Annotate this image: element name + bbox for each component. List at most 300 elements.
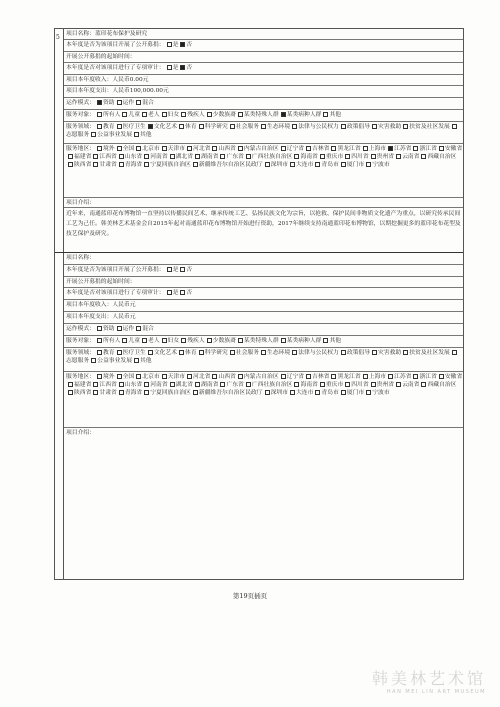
p2-target-label-3: 妇女 [167, 338, 180, 344]
p2-region-checkbox-22[interactable] [294, 382, 299, 387]
p1-region-checkbox-9[interactable] [331, 146, 336, 151]
p1-region-label-21: 广西壮族自治区 [251, 154, 293, 160]
p2-region-checkbox-1[interactable] [117, 374, 122, 379]
p2-region-label-0: 境外 [103, 374, 115, 380]
p2-target-checkbox-8[interactable] [323, 338, 328, 343]
p1-region-checkbox-27[interactable] [421, 154, 426, 159]
p2-region-label-23: 重庆市 [325, 382, 344, 388]
p2-region-checkbox-7[interactable] [281, 374, 286, 379]
p1-region-label-13: 安徽省 [444, 146, 463, 152]
p2-target-label-1: 儿童 [128, 338, 141, 344]
p2-region-label-13: 安徽省 [444, 374, 463, 380]
p2-region-checkbox-12[interactable] [413, 374, 418, 379]
p2-field-checkbox-2[interactable] [148, 350, 153, 355]
p2-mode-checkbox-1[interactable] [117, 326, 122, 331]
p1-target-checkbox-4[interactable] [181, 112, 186, 117]
p1-target-label-3: 妇女 [167, 112, 180, 118]
p2-field-checkbox-11[interactable] [452, 350, 457, 355]
p1-field-checkbox-10[interactable] [403, 124, 408, 129]
p1-fundraising-yes-checkbox[interactable] [167, 42, 172, 47]
p2-mode-checkbox-0[interactable] [97, 326, 102, 331]
p2-audit-label: 本年度是否对该项目进行了专项审计： [66, 290, 165, 296]
p2-region-label-28: 陕西省 [74, 390, 92, 396]
p2-field-label-13: 其他 [140, 358, 152, 364]
p1-region-checkbox-31[interactable] [144, 162, 149, 167]
p1-field-checkbox-7[interactable] [292, 124, 297, 129]
p2-field-label-1: 医疗卫生 [122, 350, 146, 356]
p1-region-checkbox-10[interactable] [363, 146, 368, 151]
p2-region-checkbox-5[interactable] [212, 374, 217, 379]
p1-region-label-22: 海南省 [300, 154, 318, 160]
p1-region-label-29: 甘肃省 [99, 162, 117, 168]
p2-region-label-36: 厦门市 [346, 390, 365, 396]
p2-region-checkbox-10[interactable] [363, 374, 368, 379]
p2-audit-yes-checkbox[interactable] [167, 290, 172, 295]
p1-mode-checkbox-2[interactable] [136, 100, 141, 105]
p2-mode-options [95, 326, 154, 332]
p1-field-checkbox-2[interactable] [148, 124, 153, 129]
p2-regions-label: 服务地区： [66, 374, 95, 380]
p1-field-label-1: 医疗卫生 [122, 124, 146, 130]
p1-region-checkbox-35[interactable] [315, 162, 320, 167]
p2-region-label-17: 河南省 [150, 382, 168, 388]
p1-region-label-30: 青海省 [124, 162, 143, 168]
p1-field-checkbox-8[interactable] [341, 124, 346, 129]
p1-fundraising-label: 本年度是否为该项目开展了公开募捐： [66, 42, 165, 48]
p1-region-label-15: 江西省 [99, 154, 117, 160]
p1-region-checkbox-32[interactable] [193, 162, 198, 167]
p1-target-checkbox-1[interactable] [122, 112, 127, 117]
p2-region-label-34: 大连市 [296, 390, 314, 396]
p1-region-label-33: 深圳市 [270, 162, 288, 168]
p1-target-checkbox-2[interactable] [142, 112, 147, 117]
p1-region-label-5: 山西省 [218, 146, 236, 152]
p1-region-checkbox-37[interactable] [366, 162, 371, 167]
p2-fundraising-no-checkbox[interactable] [180, 267, 185, 272]
p1-region-label-4: 河北省 [193, 146, 211, 152]
p1-region-label-27: 西藏自治区 [427, 154, 457, 160]
p1-region-checkbox-16[interactable] [119, 154, 124, 159]
p2-region-label-31: 宁夏回族自治区 [150, 390, 191, 396]
p2-region-label-7: 辽宁省 [286, 374, 305, 380]
p1-audit-yes-label: 是 [172, 65, 179, 71]
p1-region-label-12: 浙江省 [419, 146, 437, 152]
p1-region-checkbox-25[interactable] [371, 154, 376, 159]
p2-region-checkbox-2[interactable] [136, 374, 141, 379]
p1-region-checkbox-36[interactable] [341, 162, 346, 167]
p2-expense: 项目本年度支出：人民币元 [66, 314, 136, 320]
p2-region-label-5: 山西省 [218, 374, 236, 380]
p2-target-checkbox-4[interactable] [181, 338, 186, 343]
p2-region-checkbox-6[interactable] [238, 374, 243, 379]
p1-region-checkbox-6[interactable] [238, 146, 243, 151]
p2-region-label-4: 河北省 [193, 374, 211, 380]
p2-field-checkbox-1[interactable] [117, 350, 122, 355]
p1-region-checkbox-4[interactable] [187, 146, 192, 151]
p1-region-checkbox-1[interactable] [117, 146, 122, 151]
p1-audit-no-label: 否 [186, 65, 193, 71]
p1-region-checkbox-7[interactable] [281, 146, 286, 151]
p2-region-checkbox-30[interactable] [119, 390, 124, 395]
p2-region-checkbox-8[interactable] [306, 374, 311, 379]
p1-target-label-1: 儿童 [128, 112, 141, 118]
p2-field-checkbox-4[interactable] [199, 350, 204, 355]
p2-field-label-12: 公益事业发展 [97, 358, 132, 364]
p2-mode-label-0: 资助 [103, 326, 115, 332]
p2-regions-row [64, 372, 463, 428]
p2-region-label-15: 江西省 [99, 382, 117, 388]
p2-fundraising-row [64, 265, 463, 277]
p1-region-checkbox-30[interactable] [119, 162, 124, 167]
p1-name-row [64, 29, 463, 40]
p1-intro-text: 近年来，南通蓝印花布博物馆一直坚持以传播民间艺术、继承传统工艺、弘扬民族文化为宗旨，以抢救、保护民间非物质文化遗产为重点，以研究传承民间工艺为己任。韩美林艺术基金会自2015年起对南通蓝印花布博物馆开始进行资助，2017年继续支持南通蓝印花布博物馆，以期挖掘更多的蓝印花布花型及技艺保护及研究。 [66, 211, 461, 237]
p1-startdate-label: 开展公开募捐的起始时间： [66, 54, 136, 60]
p1-field-label-10: 扶贫及社区发展 [409, 124, 450, 130]
p2-region-checkbox-16[interactable] [119, 382, 124, 387]
p1-region-label-25: 贵州省 [376, 154, 395, 160]
p2-region-label-11: 江苏省 [394, 374, 412, 380]
p1-region-label-18: 湖北省 [175, 154, 194, 160]
p1-field-label-6: 生态环境 [267, 124, 291, 130]
p2-fields-options [66, 350, 458, 364]
p2-region-checkbox-33[interactable] [265, 390, 270, 395]
p2-target-checkbox-5[interactable] [207, 338, 212, 343]
p2-region-label-32: 新疆维吾尔自治区民政厅 [198, 390, 263, 396]
p1-mode-options [95, 100, 154, 106]
p1-field-label-3: 体育 [185, 124, 197, 130]
p1-mode-label-1: 运作 [122, 100, 135, 106]
watermark-en: HAN MEI LIN ART MUSEUM [386, 689, 486, 695]
p1-regions-options [66, 146, 462, 168]
p2-target-label-6: 某类特殊人群 [243, 338, 279, 344]
p2-region-checkbox-15[interactable] [93, 382, 98, 387]
p2-region-checkbox-0[interactable] [97, 374, 102, 379]
p2-target-checkbox-6[interactable] [238, 338, 243, 343]
page-footer: 第19页插页 [232, 592, 268, 600]
p2-region-label-21: 广西壮族自治区 [251, 382, 293, 388]
p1-audit-yes-checkbox[interactable] [167, 65, 172, 70]
p1-region-checkbox-14[interactable] [68, 154, 73, 159]
p2-intro-label: 项目介绍： [66, 430, 95, 436]
p2-intro-label-row [64, 428, 463, 440]
p1-region-checkbox-34[interactable] [290, 162, 295, 167]
p1-target-checkbox-3[interactable] [162, 112, 167, 117]
p1-region-checkbox-26[interactable] [396, 154, 401, 159]
p2-region-label-14: 福建省 [74, 382, 92, 388]
p1-region-checkbox-0[interactable] [97, 146, 102, 151]
p1-fields-options [66, 124, 458, 138]
p2-region-checkbox-34[interactable] [290, 390, 295, 395]
p1-region-label-0: 境外 [103, 146, 115, 152]
p2-field-label-7: 法律与公民权力 [298, 350, 339, 356]
p2-audit-row [64, 288, 463, 300]
p2-region-label-33: 深圳市 [270, 390, 288, 396]
p1-target-checkbox-6[interactable] [238, 112, 243, 117]
p2-region-label-22: 海南省 [300, 382, 318, 388]
p2-audit-no-label: 否 [186, 290, 193, 296]
p2-targets-options [95, 338, 341, 344]
p1-region-label-7: 辽宁省 [286, 146, 305, 152]
p1-target-checkbox-5[interactable] [207, 112, 212, 117]
p2-region-label-12: 浙江省 [419, 374, 437, 380]
p1-region-checkbox-18[interactable] [170, 154, 175, 159]
p1-region-checkbox-2[interactable] [136, 146, 141, 151]
p1-fundraising-yes-label: 是 [172, 42, 179, 48]
p2-region-label-37: 宁波市 [372, 390, 390, 396]
p1-region-label-32: 新疆维吾尔自治区民政厅 [198, 162, 263, 168]
p1-region-checkbox-3[interactable] [162, 146, 167, 151]
p2-region-label-27: 西藏自治区 [427, 382, 457, 388]
p1-field-label-8: 政策倡导 [346, 124, 371, 130]
p1-region-checkbox-24[interactable] [345, 154, 350, 159]
p1-fields-label: 服务领域： [66, 124, 95, 130]
p1-mode-checkbox-0[interactable] [97, 100, 102, 105]
p1-region-label-6: 内蒙古自治区 [243, 146, 279, 152]
p1-region-checkbox-17[interactable] [144, 154, 149, 159]
p1-startdate-row [64, 52, 463, 63]
p2-target-label-4: 残疾人 [187, 338, 205, 344]
p1-income: 项目本年度收入：人民币0.00元 [66, 77, 149, 83]
p2-field-label-10: 扶贫及社区发展 [409, 350, 450, 356]
p1-region-label-37: 宁波市 [372, 162, 390, 168]
p2-fields-row [64, 348, 463, 372]
p1-target-checkbox-7[interactable] [281, 112, 286, 117]
p2-region-label-24: 四川省 [351, 382, 369, 388]
p1-target-label-5: 少数族裔 [212, 112, 236, 118]
p1-region-label-2: 北京市 [142, 146, 160, 152]
p2-mode-label-1: 运作 [122, 326, 135, 332]
p2-target-label-0: 所有人 [103, 338, 121, 344]
p2-region-checkbox-26[interactable] [396, 382, 401, 387]
p2-startdate-label: 开展公开募捐的起始时间： [66, 279, 136, 285]
p1-targets-label: 服务对象： [66, 112, 95, 118]
p2-region-checkbox-37[interactable] [366, 390, 371, 395]
p2-region-label-19: 湖南省 [201, 382, 219, 388]
p1-region-label-8: 吉林省 [312, 146, 330, 152]
p2-field-checkbox-5[interactable] [230, 350, 235, 355]
p1-region-checkbox-8[interactable] [306, 146, 311, 151]
p2-field-checkbox-12[interactable] [91, 358, 96, 363]
p2-field-label-3: 体育 [185, 350, 197, 356]
p1-region-checkbox-19[interactable] [195, 154, 200, 159]
p2-field-checkbox-7[interactable] [292, 350, 297, 355]
p2-target-checkbox-7[interactable] [281, 338, 286, 343]
p1-region-label-10: 上海市 [368, 146, 387, 152]
p2-audit-no-checkbox[interactable] [180, 290, 185, 295]
p1-name: 项目名称：蓝印花布保护及研究 [66, 31, 148, 37]
p2-field-checkbox-6[interactable] [261, 350, 266, 355]
p1-region-checkbox-33[interactable] [265, 162, 270, 167]
p1-intro-row [64, 208, 463, 252]
p2-target-checkbox-2[interactable] [142, 338, 147, 343]
p2-region-label-10: 上海市 [368, 374, 387, 380]
p1-target-label-8: 其他 [329, 112, 342, 118]
p1-audit-label: 本年度是否对该项目进行了专项审计： [66, 65, 165, 71]
p2-field-label-9: 灾害救助 [378, 350, 402, 356]
p2-mode-checkbox-2[interactable] [136, 326, 141, 331]
p2-name: 项目名称： [66, 255, 95, 261]
p2-field-checkbox-13[interactable] [134, 358, 139, 363]
watermark-cn: 韩美林艺术馆 [371, 669, 486, 688]
p2-target-checkbox-3[interactable] [162, 338, 167, 343]
p2-region-checkbox-32[interactable] [193, 390, 198, 395]
p2-target-label-8: 其他 [329, 338, 342, 344]
p2-field-label-2: 文化艺术 [153, 350, 178, 356]
p2-region-label-2: 北京市 [142, 374, 160, 380]
p1-field-checkbox-5[interactable] [230, 124, 235, 129]
p1-field-label-4: 科学研究 [204, 124, 228, 130]
p1-region-label-9: 黑龙江省 [337, 146, 361, 152]
p1-region-checkbox-20[interactable] [220, 154, 225, 159]
p1-region-checkbox-11[interactable] [388, 146, 393, 151]
p1-regions-row [64, 144, 463, 198]
p2-mode-label: 运作模式： [66, 326, 95, 332]
p1-field-label-0: 教育 [103, 124, 115, 130]
row-number-column [55, 29, 64, 579]
p1-region-checkbox-28[interactable] [68, 162, 73, 167]
p1-regions-label: 服务地区： [66, 146, 95, 152]
p1-region-label-35: 青岛市 [321, 162, 339, 168]
p1-target-checkbox-0[interactable] [97, 112, 102, 117]
p1-mode-checkbox-1[interactable] [117, 100, 122, 105]
p1-region-label-26: 云南省 [402, 154, 420, 160]
p2-target-checkbox-1[interactable] [122, 338, 127, 343]
p2-region-label-1: 全国 [122, 374, 135, 380]
p1-intro-label: 项目介绍： [66, 200, 95, 206]
p1-target-label-7: 某类病种人群 [286, 112, 322, 118]
p1-mode-label-2: 混合 [142, 100, 154, 106]
p1-region-checkbox-13[interactable] [439, 146, 444, 151]
p1-region-label-36: 厦门市 [346, 162, 365, 168]
p2-field-checkbox-3[interactable] [179, 350, 184, 355]
p2-region-checkbox-17[interactable] [144, 382, 149, 387]
p2-targets-label: 服务对象： [66, 338, 95, 344]
p2-fields-label: 服务领域： [66, 350, 95, 356]
p1-audit-no-checkbox[interactable] [180, 65, 185, 70]
p1-expense-row [64, 86, 463, 98]
p1-region-label-1: 全国 [122, 146, 135, 152]
p2-region-checkbox-27[interactable] [421, 382, 426, 387]
p1-fields-row [64, 122, 463, 144]
p1-region-label-19: 湖南省 [201, 154, 219, 160]
p1-field-label-12: 公益事业发展 [97, 132, 132, 138]
p1-region-label-23: 重庆市 [325, 154, 344, 160]
p2-fundraising-label: 本年度是否为该项目开展了公开募捐： [66, 267, 165, 273]
p2-field-label-8: 政策倡导 [346, 350, 371, 356]
p2-field-label-0: 教育 [103, 350, 115, 356]
p1-income-row [64, 75, 463, 86]
p2-regions-options [66, 374, 462, 396]
p1-region-checkbox-21[interactable] [246, 154, 251, 159]
p1-region-checkbox-12[interactable] [413, 146, 418, 151]
p2-region-label-18: 湖北省 [175, 382, 194, 388]
p1-target-checkbox-8[interactable] [323, 112, 328, 117]
p1-field-label-9: 灾害救助 [378, 124, 402, 130]
p2-region-checkbox-21[interactable] [246, 382, 251, 387]
p2-region-checkbox-23[interactable] [320, 382, 325, 387]
p2-region-checkbox-11[interactable] [388, 374, 393, 379]
section-number: 5 [56, 34, 60, 41]
p2-region-checkbox-29[interactable] [93, 390, 98, 395]
p1-audit-row [64, 63, 463, 75]
p2-target-label-5: 少数族裔 [212, 338, 236, 344]
p1-region-checkbox-29[interactable] [93, 162, 98, 167]
p2-region-label-29: 甘肃省 [99, 390, 117, 396]
p2-region-checkbox-24[interactable] [345, 382, 350, 387]
p2-fundraising-yes-checkbox[interactable] [167, 267, 172, 272]
p2-region-checkbox-31[interactable] [144, 390, 149, 395]
p1-target-label-2: 老人 [148, 112, 160, 118]
p1-fundraising-no-checkbox[interactable] [180, 42, 185, 47]
p2-field-checkbox-0[interactable] [97, 350, 102, 355]
p2-field-checkbox-9[interactable] [372, 350, 377, 355]
p1-region-checkbox-23[interactable] [320, 154, 325, 159]
p2-region-checkbox-28[interactable] [68, 390, 73, 395]
p2-field-label-6: 生态环境 [267, 350, 291, 356]
p2-startdate-row [64, 277, 463, 288]
p2-region-checkbox-14[interactable] [68, 382, 73, 387]
p2-field-checkbox-10[interactable] [403, 350, 408, 355]
p1-target-label-4: 残疾人 [187, 112, 205, 118]
p1-field-checkbox-4[interactable] [199, 124, 204, 129]
p1-region-label-11: 江苏省 [394, 146, 412, 152]
p1-region-checkbox-15[interactable] [93, 154, 98, 159]
p2-region-checkbox-3[interactable] [162, 374, 167, 379]
p1-field-label-5: 社会服务 [235, 124, 260, 130]
p2-income: 项目本年度收入：人民币元 [66, 302, 136, 308]
p2-region-checkbox-13[interactable] [439, 374, 444, 379]
p2-region-checkbox-19[interactable] [195, 382, 200, 387]
p1-target-label-6: 某类特殊人群 [243, 112, 279, 118]
p2-region-checkbox-9[interactable] [331, 374, 336, 379]
p1-field-checkbox-12[interactable] [91, 132, 96, 137]
p1-target-label-0: 所有人 [103, 112, 121, 118]
p2-region-checkbox-18[interactable] [170, 382, 175, 387]
p2-region-checkbox-35[interactable] [315, 390, 320, 395]
project-form-table [54, 28, 464, 580]
p2-region-label-8: 吉林省 [312, 374, 330, 380]
p1-field-checkbox-11[interactable] [452, 124, 457, 129]
p2-target-label-7: 某类病种人群 [286, 338, 322, 344]
p1-field-checkbox-3[interactable] [179, 124, 184, 129]
p2-region-checkbox-25[interactable] [371, 382, 376, 387]
p2-audit-yes-label: 是 [172, 290, 179, 296]
p2-field-checkbox-8[interactable] [341, 350, 346, 355]
p1-expense: 项目本年度支出：人民币100,000.00元 [66, 88, 169, 94]
p2-fundraising-yes-label: 是 [172, 267, 179, 273]
p1-field-checkbox-6[interactable] [261, 124, 266, 129]
p1-targets-options [95, 112, 341, 118]
p1-field-checkbox-9[interactable] [372, 124, 377, 129]
p1-field-checkbox-1[interactable] [117, 124, 122, 129]
p2-region-checkbox-20[interactable] [220, 382, 225, 387]
p2-region-label-35: 青岛市 [321, 390, 339, 396]
p1-field-label-11: 志愿服务 [66, 132, 90, 138]
p1-region-label-17: 河南省 [150, 154, 168, 160]
p2-target-checkbox-0[interactable] [97, 338, 102, 343]
p2-fundraising-no-label: 否 [186, 267, 193, 273]
p1-field-checkbox-13[interactable] [134, 132, 139, 137]
p2-region-checkbox-36[interactable] [341, 390, 346, 395]
p2-region-checkbox-4[interactable] [187, 374, 192, 379]
p1-region-checkbox-5[interactable] [212, 146, 217, 151]
p1-field-checkbox-0[interactable] [97, 124, 102, 129]
p1-region-checkbox-22[interactable] [294, 154, 299, 159]
p2-region-label-3: 天津市 [167, 374, 186, 380]
p1-region-label-14: 福建省 [74, 154, 92, 160]
p1-mode-label: 运作模式： [66, 100, 95, 106]
p1-field-label-13: 其他 [140, 132, 152, 138]
